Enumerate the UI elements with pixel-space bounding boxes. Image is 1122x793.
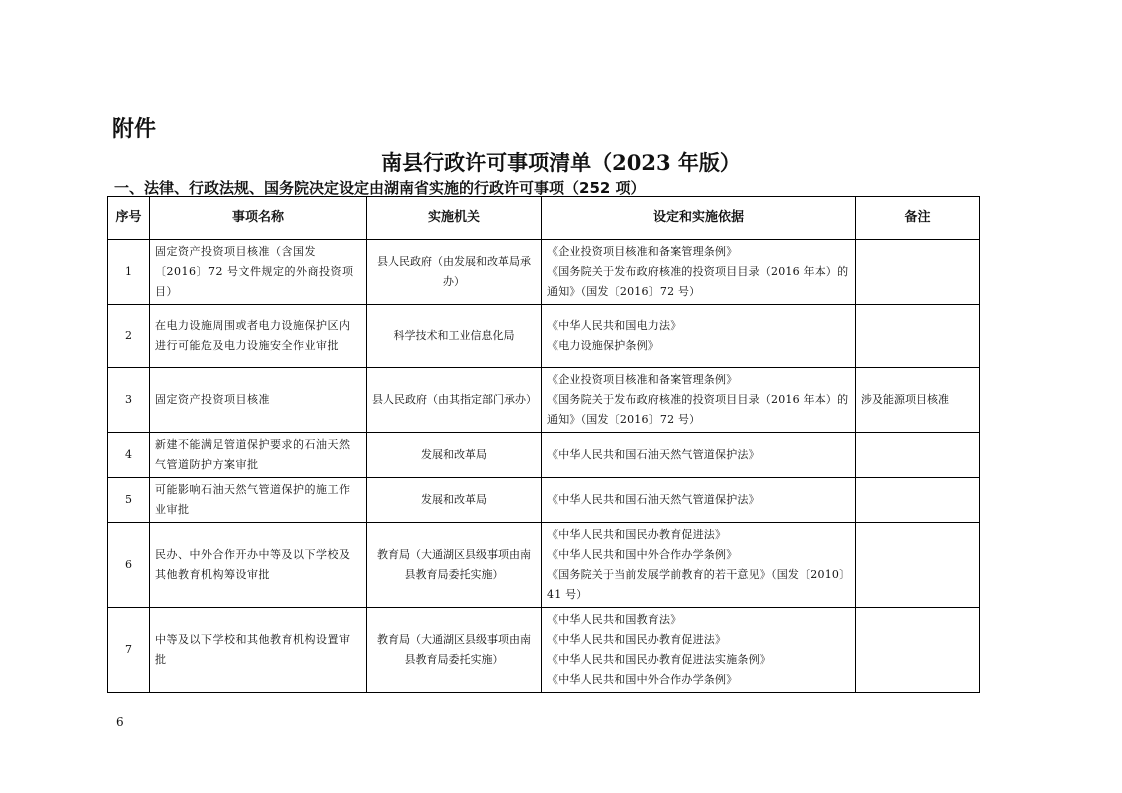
- table-row: [108, 478, 980, 523]
- basis-line: 41 号）: [547, 588, 588, 601]
- cell-note: [856, 240, 980, 305]
- table-row: [108, 433, 980, 478]
- cell-no: 3: [108, 368, 150, 433]
- header-no: 序号: [108, 197, 150, 240]
- cell-org: 教育局（大通湖区县级事项由南县教育局委托实施）: [367, 608, 542, 693]
- cell-note: [856, 523, 980, 608]
- header-basis: 设定和实施依据: [542, 197, 856, 240]
- basis-line: 《国务院关于发布政府核准的投资项目目录（2016 年本）的: [547, 393, 849, 406]
- basis-line: 《中华人民共和国电力法》: [547, 319, 682, 332]
- cell-no: 5: [108, 478, 150, 523]
- table-header-row: [108, 197, 980, 240]
- header-org: 实施机关: [367, 197, 542, 240]
- cell-no: 7: [108, 608, 150, 693]
- cell-org: 发展和改革局: [367, 433, 542, 478]
- cell-basis: [542, 240, 856, 305]
- cell-org: 县人民政府（由发展和改革局承办）: [367, 240, 542, 305]
- cell-no: 2: [108, 305, 150, 368]
- cell-org: 发展和改革局: [367, 478, 542, 523]
- cell-no: 4: [108, 433, 150, 478]
- table-row: [108, 523, 980, 608]
- cell-name: 固定资产投资项目核准（含国发〔2016〕72 号文件规定的外商投资项目）: [150, 240, 367, 305]
- cell-org: 科学技术和工业信息化局: [367, 305, 542, 368]
- table-row: [108, 608, 980, 693]
- attachment-label: 附件: [112, 117, 157, 142]
- basis-line: 《国务院关于当前发展学前教育的若干意见》（国发〔2010〕: [547, 568, 851, 581]
- basis-line: 《中华人民共和国中外合作办学条例》: [547, 548, 738, 561]
- table-row: [108, 368, 980, 433]
- basis-line: 《中华人民共和国石油天然气管道保护法》: [547, 448, 760, 461]
- table-row: [108, 305, 980, 368]
- cell-name: 新建不能满足管道保护要求的石油天然气管道防护方案审批: [150, 433, 367, 478]
- cell-name: 民办、中外合作开办中等及以下学校及其他教育机构筹设审批: [150, 523, 367, 608]
- cell-basis: [542, 523, 856, 608]
- basis-line: 《中华人民共和国教育法》: [547, 613, 682, 626]
- basis-line: 《企业投资项目核准和备案管理条例》: [547, 373, 738, 386]
- cell-name: 在电力设施周围或者电力设施保护区内进行可能危及电力设施安全作业审批: [150, 305, 367, 368]
- cell-basis: [542, 478, 856, 523]
- cell-note: [856, 478, 980, 523]
- document-title: 南县行政许可事项清单（2023 年版）: [381, 150, 741, 175]
- cell-note: [856, 305, 980, 368]
- header-name: 事项名称: [150, 197, 367, 240]
- cell-basis: [542, 368, 856, 433]
- basis-line: 《中华人民共和国中外合作办学条例》: [547, 673, 738, 686]
- cell-note: 涉及能源项目核准: [856, 368, 980, 433]
- cell-name: 可能影响石油天然气管道保护的施工作业审批: [150, 478, 367, 523]
- cell-no: 6: [108, 523, 150, 608]
- cell-note: [856, 608, 980, 693]
- header-note: 备注: [856, 197, 980, 240]
- cell-note: [856, 433, 980, 478]
- permit-table: [107, 196, 980, 693]
- basis-line: 《中华人民共和国民办教育促进法》: [547, 528, 727, 541]
- table-row: [108, 240, 980, 305]
- basis-line: 通知》（国发〔2016〕72 号）: [547, 413, 701, 426]
- cell-basis: [542, 305, 856, 368]
- basis-line: 《企业投资项目核准和备案管理条例》: [547, 245, 738, 258]
- cell-no: 1: [108, 240, 150, 305]
- basis-line: 《中华人民共和国民办教育促进法》: [547, 633, 727, 646]
- basis-line: 《中华人民共和国石油天然气管道保护法》: [547, 493, 760, 506]
- cell-org: 县人民政府（由其指定部门承办）: [367, 368, 542, 433]
- cell-basis: [542, 608, 856, 693]
- basis-line: 《中华人民共和国民办教育促进法实施条例》: [547, 653, 771, 666]
- basis-line: 通知》（国发〔2016〕72 号）: [547, 285, 701, 298]
- cell-name: 中等及以下学校和其他教育机构设置审批: [150, 608, 367, 693]
- cell-basis: [542, 433, 856, 478]
- cell-org: 教育局（大通湖区县级事项由南县教育局委托实施）: [367, 523, 542, 608]
- page-number: 6: [116, 715, 124, 729]
- section-heading: 一、法律、行政法规、国务院决定设定由湖南省实施的行政许可事项（252 项）: [114, 179, 646, 197]
- cell-name: 固定资产投资项目核准: [150, 368, 367, 433]
- basis-line: 《国务院关于发布政府核准的投资项目目录（2016 年本）的: [547, 265, 849, 278]
- basis-line: 《电力设施保护条例》: [547, 339, 659, 352]
